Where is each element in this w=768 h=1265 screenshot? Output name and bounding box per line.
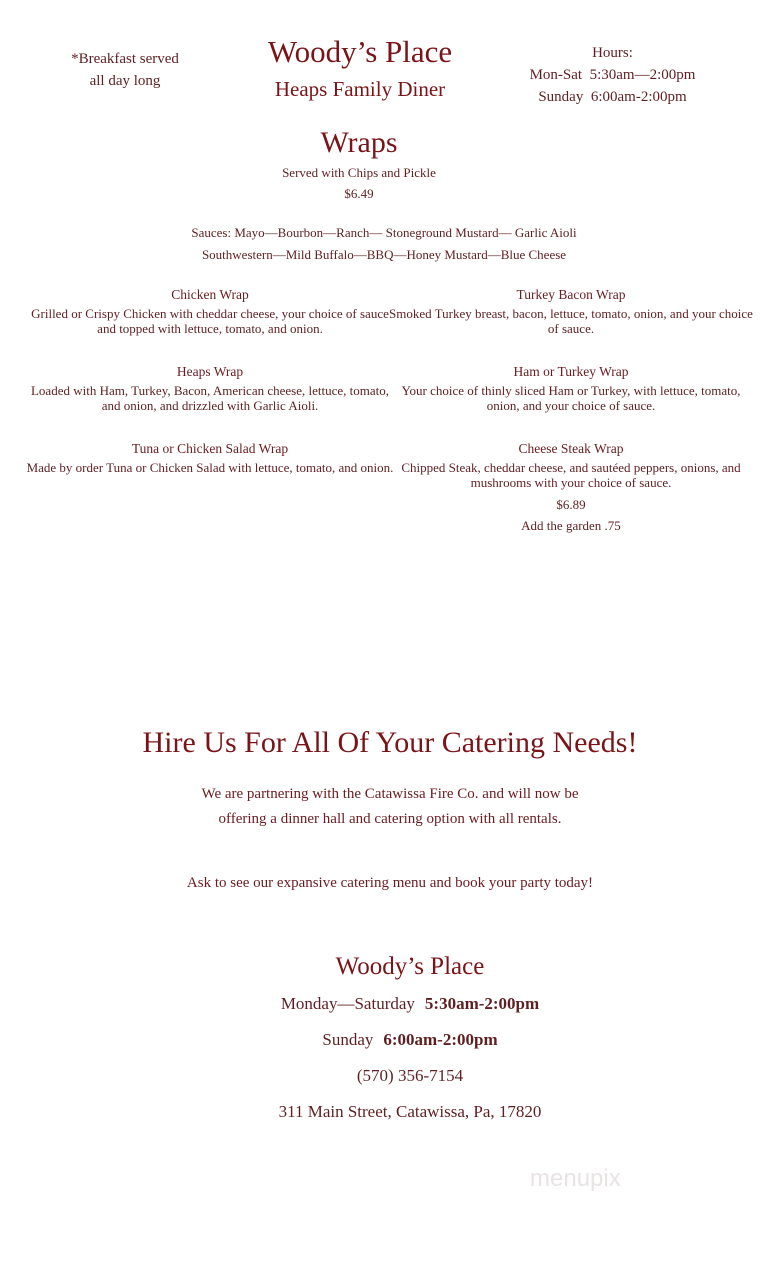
menu-item <box>386 363 756 413</box>
watermark: menupix <box>530 1165 621 1192</box>
item-name: Heaps Wrap <box>176 364 244 379</box>
menu-item <box>25 440 395 475</box>
restaurant-header <box>220 32 500 104</box>
hours-block <box>500 42 725 108</box>
item-name: Ham or Turkey Wrap <box>513 364 629 379</box>
item-desc: Loaded with Ham, Turkey, Bacon, American cheese, lettuce, tomato, and onion, and drizzled with Garlic Aioli. <box>30 383 389 413</box>
catering-cta: Ask to see our expansive catering menu and book your party today! <box>186 875 594 891</box>
menu-item <box>25 286 395 336</box>
item-name: Cheese Steak Wrap <box>518 441 624 456</box>
item-desc: Grilled or Crispy Chicken with cheddar cheese, your choice of sauce and topped with lettuce, tomato, and onion. <box>31 306 389 336</box>
served-with: Served with Chips and Pickle <box>282 165 436 180</box>
item-addon: Add the garden .75 <box>521 518 621 533</box>
phone-number: (570) 356-7154 <box>356 1066 464 1085</box>
item-price: $6.89 <box>556 497 586 512</box>
hours-days: Mon-Sat <box>529 67 583 83</box>
menu-item <box>386 286 756 336</box>
hours-days: Sunday <box>538 89 584 105</box>
footer-info <box>0 948 768 1130</box>
sauces-list <box>0 222 768 266</box>
item-name: Tuna or Chicken Salad Wrap <box>131 441 289 456</box>
restaurant-subtitle: Heaps Family Diner <box>274 77 446 101</box>
footer-hours-row <box>0 986 768 1022</box>
catering-text <box>0 782 768 832</box>
item-name: Chicken Wrap <box>171 287 249 302</box>
catering-line: offering a dinner hall and catering option with all rentals. <box>218 811 562 827</box>
footer-hours-row <box>0 1022 768 1058</box>
hours-days: Monday—Saturday <box>280 994 415 1013</box>
sauces-line: Sauces: Mayo—Bourbon—Ranch— Stoneground Mustard— Garlic Aioli <box>191 225 577 240</box>
sauces-line: Southwestern—Mild Buffalo—BBQ—Honey Mustard—Blue Cheese <box>201 247 567 262</box>
restaurant-name: Woody’s Place <box>267 34 453 69</box>
item-desc: Your choice of thinly sliced Ham or Turkey, with lettuce, tomato, onion, and your choice of sauce. <box>401 383 741 413</box>
address: 311 Main Street, Catawissa, Pa, 17820 <box>278 1102 542 1121</box>
item-name: Turkey Bacon Wrap <box>516 287 626 302</box>
hours-label: Hours: <box>592 45 633 61</box>
item-desc: Chipped Steak, cheddar cheese, and sautéed peppers, onions, and mushrooms with your choice of sauce. <box>401 460 741 490</box>
hours-row <box>500 64 725 86</box>
note-line: *Breakfast served <box>71 51 179 67</box>
wraps-price: $6.49 <box>344 186 374 201</box>
note-line: all day long <box>89 73 161 89</box>
wraps-header <box>0 124 718 204</box>
catering-title: Hire Us For All Of Your Catering Needs! <box>142 726 638 759</box>
hours-row <box>500 86 725 108</box>
hours-time: 5:30am—2:00pm <box>589 67 696 83</box>
catering-line: We are partnering with the Catawissa Fire Co. and will now be <box>201 786 579 802</box>
footer-name: Woody’s Place <box>335 953 485 980</box>
item-desc: Made by order Tuna or Chicken Salad with lettuce, tomato, and onion. <box>26 460 394 475</box>
hours-time: 6:00am-2:00pm <box>590 89 687 105</box>
menu-item <box>25 363 395 413</box>
hours-time: 5:30am-2:00pm <box>424 994 540 1013</box>
section-title: Wraps <box>320 126 398 159</box>
item-desc: Smoked Turkey breast, bacon, lettuce, tomato, onion, and your choice of sauce. <box>389 306 753 336</box>
hours-time: 6:00am-2:00pm <box>383 1030 498 1049</box>
menu-item <box>386 440 756 536</box>
hours-days: Sunday <box>322 1030 374 1049</box>
breakfast-note <box>40 48 210 92</box>
